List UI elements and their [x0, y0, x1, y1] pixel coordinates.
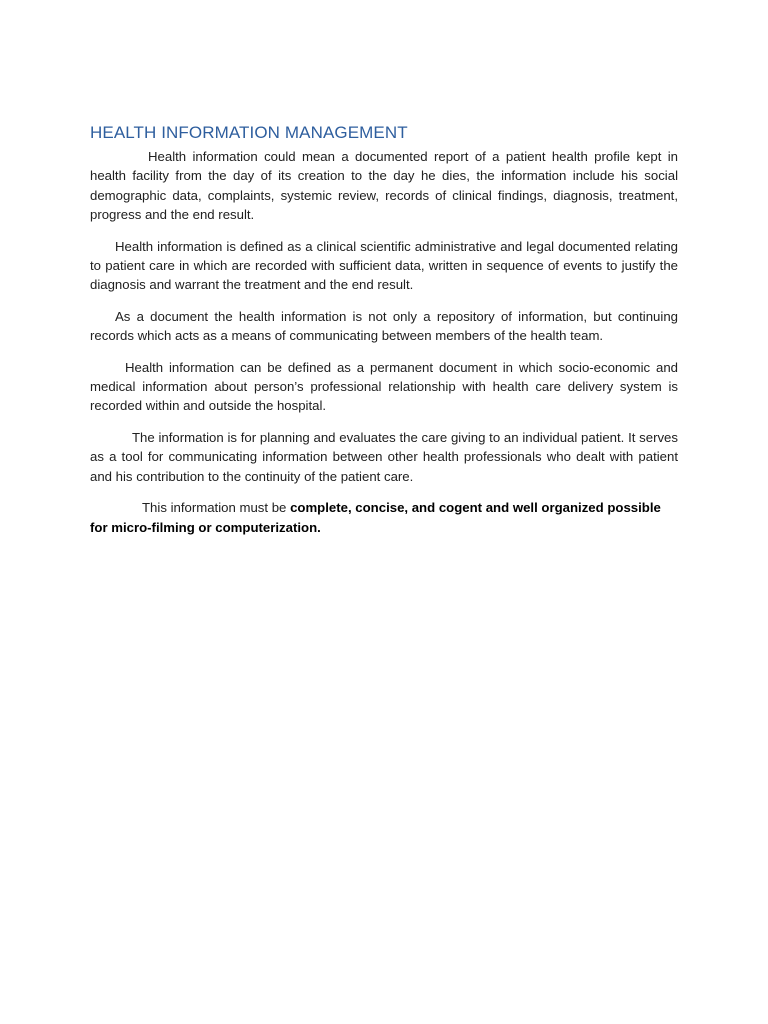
- requirements-lead-text: This information must be: [142, 500, 291, 516]
- requirements-emphasis-text: complete, concise, and cogent and well organized possible for micro-filming or computerization.: [90, 500, 661, 535]
- paragraph-planning: The information is for planning and evaluates the care giving to an individual patient. It serves as a tool for communicating information between other health professionals who dealt with patient and his contribution to the continuity of the patient care.: [90, 429, 678, 484]
- paragraph-clinical-definition: Health information is defined as a clinical scientific administrative and legal documented relating to patient care in which are recorded with sufficient data, written in sequence of events to justify the diagnosis and warrant the treatment and the end result.: [90, 238, 678, 293]
- paragraph-definition: Health information could mean a documented report of a patient health profile kept in health facility from the day of its creation to the day he dies, the information include his social demographic data, complaints, systemic review, records of clinical findings, diagnosis, treatment, progress and the end result.: [90, 149, 678, 223]
- paragraph-permanent-document: Health information can be defined as a permanent document in which socio-economic and medical information about person’s professional relationship with health care delivery system is recorded within and outside the hospital.: [90, 359, 678, 414]
- document-title: HEALTH INFORMATION MANAGEMENT: [90, 123, 408, 142]
- paragraph-requirements: [90, 498, 678, 537]
- paragraph-repository: As a document the health information is not only a repository of information, but continuing records which acts as a means of communicating between members of the health team.: [90, 308, 678, 344]
- document-body: [90, 123, 678, 549]
